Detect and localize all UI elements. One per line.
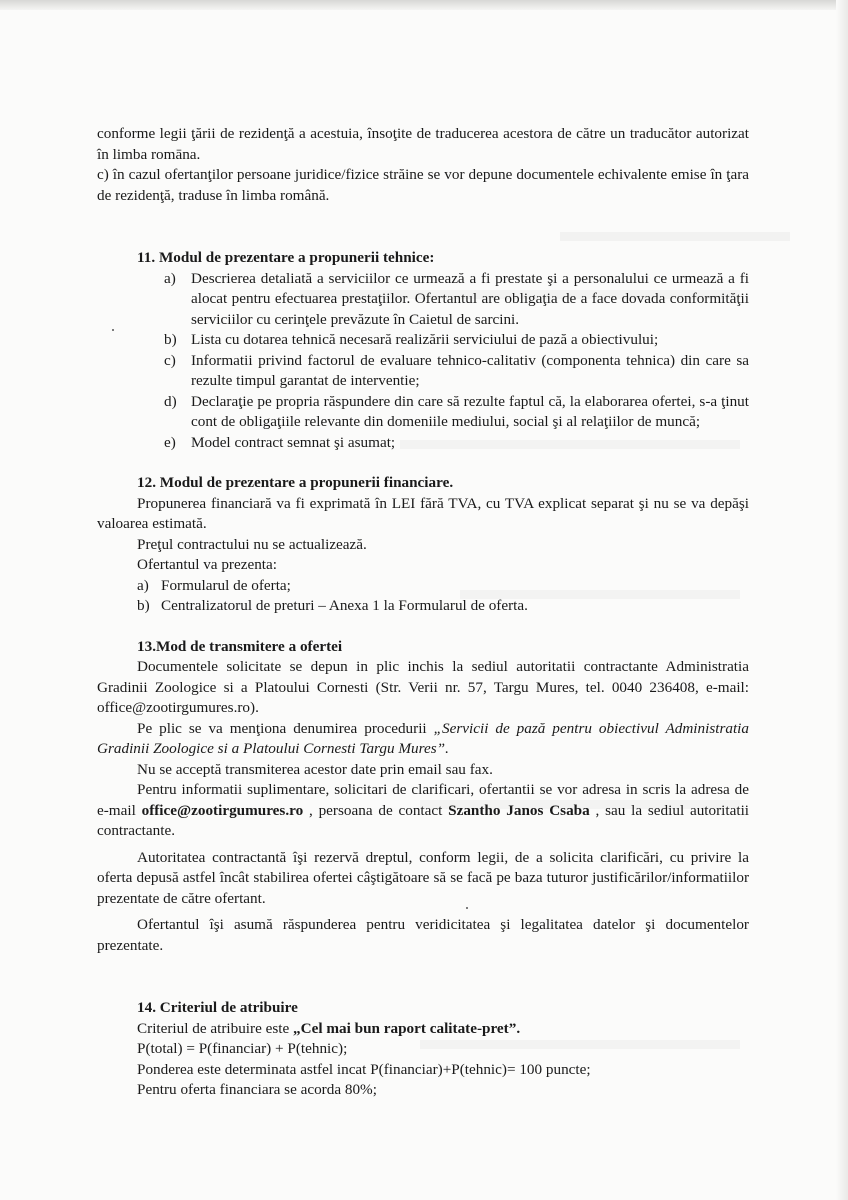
section-14-line-2: P(total) = P(financiar) + P(tehnic); — [137, 1040, 348, 1057]
list-item-text: Formularul de oferta; — [161, 576, 291, 594]
procedure-name: „Servicii de pază pentru obiectivul Administratia Gradinii Zoologice si a Platoului Cornesti Targu Mures”. — [97, 719, 749, 757]
section-12-paragraph-3: Ofertantul va prezenta: — [137, 556, 277, 573]
contact-mid: , persoana de contact — [303, 801, 449, 819]
section-13-paragraph-1: Documentele solicitate se depun in plic inchis la sediul autoritatii contractante Administratia Gradinii Zoologice si a Platoului Cornesti (Str. Verii nr. 57, Targu Mures, tel. 0040 236408, e-mail: office@zootirgumures.ro). — [97, 658, 749, 716]
contact-email: office@zootirgumures.ro — [141, 801, 304, 819]
list-item — [97, 269, 749, 331]
list-marker: d) — [164, 392, 177, 410]
contact-end: , sau la sediul autoritatii contractante. — [97, 801, 750, 839]
contact-intro: Pentru informatii suplimentare, solicitari de clarificari, ofertantii se vor adresa in scris la adresa de e-mail — [97, 781, 749, 819]
section-13-paragraph-2 — [97, 719, 749, 760]
section-12-paragraph-1: Propunerea financiară va fi exprimată în LEI fără TVA, cu TVA explicat separat şi nu se va depăşi valoarea estimată. — [97, 494, 749, 532]
list-marker: c) — [164, 351, 176, 369]
section-14-heading: 14. Criteriul de atribuire — [137, 999, 298, 1016]
list-item-text: Descrierea detaliată a serviciilor ce urmează a fi prestate şi a personalului ce urmează a fi alocat pentru efectuarea prestaţiilor. Ofertantul are obligaţia de a face dovada conformităţii serviciilor cu cerinţele prevăzute în Caietul de sarcini. — [191, 269, 749, 328]
list-item — [97, 351, 749, 392]
list-marker: b) — [164, 331, 177, 348]
section-12-list — [97, 576, 749, 617]
section-13-paragraph-6: Ofertantul îşi asumă răspunderea pentru veridicitatea şi legalitatea datelor şi documentelor prezentate. — [97, 916, 749, 954]
section-14-line-4: Pentru oferta financiara se acorda 80%; — [137, 1081, 377, 1098]
intro-paragraph-1: conforme legii ţării de rezidenţă a acestuia, însoţite de traducerea acestora de către un traducător autorizat în limba romāna. — [97, 125, 749, 163]
list-marker: a) — [137, 576, 149, 594]
list-item-text: Centralizatorul de preturi – Anexa 1 la Formularul de oferta. — [161, 597, 528, 614]
list-item-text: Informatii privind factorul de evaluare tehnico-calitativ (componenta tehnica) din care sa rezulte timpul garantat de interventie; — [191, 351, 749, 389]
scan-edge-right — [836, 0, 848, 1200]
list-marker: a) — [164, 269, 176, 287]
list-item — [97, 392, 749, 433]
contact-person: Szantho Janos Csaba — [448, 801, 590, 819]
section-13-paragraph-5: Autoritatea contractantă îşi rezervă dreptul, conform legii, de a solicita clarificări, cu privire la oferta depusă astfel încât stabilirea ofertei câştigătoare să se facă pe baza tuturor justificărilor/informatiilor prezentate de către ofertant. — [97, 848, 749, 907]
criterion-name: „Cel mai bun raport calitate-pret”. — [293, 1019, 521, 1037]
section-11-list — [97, 269, 749, 454]
list-item-text: Declaraţie pe propria răspundere din care să rezulte faptul că, la elaborarea ofertei, s-a ţinut cont de obligaţiile relevante din domeniile mediului, social şi al relaţiilor de muncă; — [191, 392, 749, 430]
procedure-intro: Pe plic se va menţiona denumirea procedurii — [137, 719, 434, 737]
list-item — [97, 433, 749, 454]
list-item — [97, 596, 749, 617]
section-12-paragraph-2: Preţul contractului nu se actualizează. — [137, 535, 367, 553]
list-marker: e) — [164, 433, 176, 451]
list-item-text: Lista cu dotarea tehnică necesară realizării serviciului de pază a obiectivului; — [191, 331, 659, 348]
criterion-intro: Criteriul de atribuire este — [137, 1019, 294, 1037]
list-item — [97, 330, 749, 351]
section-12-heading: 12. Modul de prezentare a propunerii financiare. — [137, 474, 454, 491]
list-marker: b) — [137, 597, 150, 614]
list-item-text: Model contract semnat şi asumat; — [191, 433, 396, 451]
list-item — [97, 576, 749, 597]
section-13-paragraph-4 — [97, 780, 749, 842]
document-body — [97, 124, 749, 1101]
section-14-line-3: Ponderea este determinata astfel incat P(financiar)+P(tehnic)= 100 puncte; — [137, 1060, 591, 1078]
scan-edge-top — [0, 0, 848, 10]
intro-paragraph-2: c) în cazul ofertanţilor persoane juridice/fizice străine se vor depune documentele echivalente emise în ţara de rezidenţă, traduse în limba română. — [97, 166, 749, 204]
section-13-paragraph-3: Nu se acceptă transmiterea acestor date prin email sau fax. — [137, 760, 493, 778]
section-13-heading: 13.Mod de transmitere a ofertei — [137, 637, 343, 655]
section-11-heading: 11. Modul de prezentare a propunerii tehnice: — [137, 249, 435, 266]
section-14-line-1 — [97, 1019, 749, 1040]
